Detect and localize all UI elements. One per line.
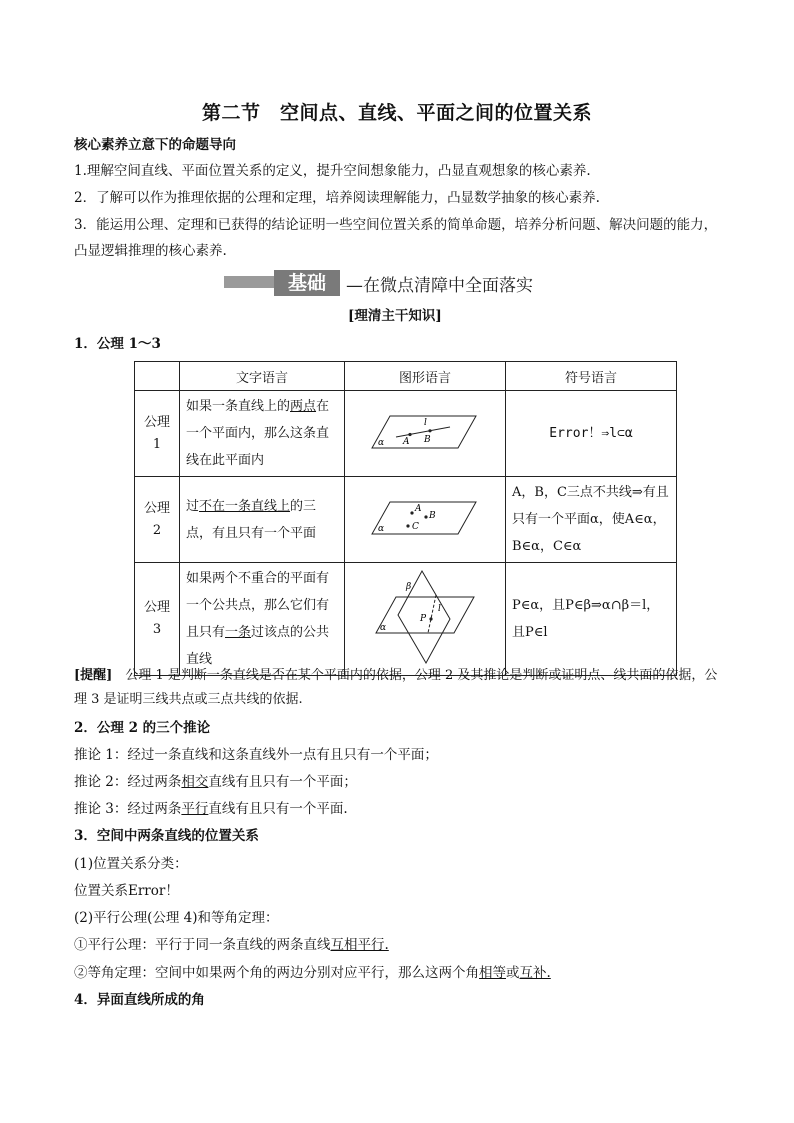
corollary-2	[74, 773, 357, 791]
axiom-number: 2	[152, 522, 162, 538]
figure-label: A	[403, 436, 410, 447]
intro-item-1: 1.理解空间直线、平面位置关系的定义，提升空间想象能力，凸显直观想象的核心素养.	[74, 163, 591, 179]
table-header-cell	[135, 362, 180, 391]
intro-item-3-cont: 凸显逻辑推理的核心素养.	[74, 243, 227, 259]
axiom-figure-cell	[345, 391, 506, 477]
axioms-table	[134, 361, 677, 676]
point-a	[410, 511, 413, 514]
corollary-text: 直线有且只有一个平面.	[208, 801, 348, 817]
equal-angle-text: 或	[506, 965, 520, 981]
figure-label: l	[424, 417, 427, 428]
axiom-text: 过该点的公共直线	[186, 625, 330, 667]
axiom-text-key: 两点	[290, 399, 317, 414]
plane-shape	[372, 502, 476, 534]
table-row	[135, 563, 677, 676]
figure-label: β	[406, 582, 412, 592]
banner-subtitle: —在微点清障中全面落实	[346, 276, 533, 296]
axiom-name: 公理	[143, 600, 170, 615]
section-3-p3: (2)平行公理(公理 4)和等角定理：	[74, 910, 279, 926]
figure-label: B	[424, 434, 431, 445]
axiom3-intersecting-planes-figure	[370, 567, 480, 667]
figure-label: A	[415, 503, 422, 514]
table-header-cell: 文字语言	[180, 362, 345, 391]
axiom-name-cell	[135, 563, 180, 676]
table-header-row	[135, 362, 677, 391]
table-header-cell: 图形语言	[345, 362, 506, 391]
banner-tag: 基础	[274, 270, 340, 296]
axiom-text: 在一个平面内，那么这条直线在此平面内	[186, 399, 330, 468]
axiom-text: 如果一条直线上的	[186, 399, 291, 414]
section-2-heading: 2．公理 2 的三个推论	[74, 720, 211, 736]
axiom-name: 公理	[143, 500, 170, 516]
intro-heading: 核心素养立意下的命题导向	[74, 137, 236, 153]
intro-item-3: 3．能运用公理、定理和已获得的结论证明一些空间位置关系的简单命题，培养分析问题、解决问题的能力，	[74, 217, 718, 233]
table-row	[135, 391, 677, 477]
intro-item-2: 2．了解可以作为推理依据的公理和定理，培养阅读理解能力，凸显数学抽象的核心素养.	[74, 190, 600, 206]
page-title: 第二节 空间点、直线、平面之间的位置关系	[201, 102, 592, 124]
axiom1-plane-line-figure	[370, 410, 480, 454]
axiom-text-cell	[180, 477, 345, 563]
section-3-p1: (1)位置关系分类：	[74, 856, 188, 872]
axiom-text: 如果两个不重合的平面有一个公共点，那么它们有且只有	[186, 571, 330, 640]
corollary-1: 推论 1：经过一条直线和这条直线外一点有且只有一个平面；	[74, 747, 438, 763]
axiom-number: 1	[152, 436, 162, 452]
reminder-label: [提醒]	[74, 668, 113, 683]
point-p	[429, 617, 432, 620]
axiom-text-cell	[180, 391, 345, 477]
equal-angle-key: 互补.	[519, 965, 551, 981]
section-3-p2: 位置关系Error！	[74, 883, 179, 899]
corollary-text: 推论 3：经过两条	[74, 801, 182, 817]
section-1-heading: 1．公理 1～3	[74, 336, 161, 352]
figure-label: B	[429, 510, 436, 521]
axiom-symbol-cell: Error！⇒l⊂α	[506, 391, 677, 477]
axiom-text: 的三点，有且只有一个平面	[186, 498, 317, 541]
table-header-cell: 符号语言	[506, 362, 677, 391]
reminder-note	[74, 664, 724, 712]
figure-label: P	[420, 614, 427, 624]
section-3-heading: 3．空间中两条直线的位置关系	[74, 828, 259, 844]
equal-angle-text: ②等角定理：空间中如果两个角的两边分别对应平行，那么这两个角	[74, 965, 479, 981]
figure-label: α	[378, 523, 385, 534]
point-b	[424, 515, 427, 518]
parallel-axiom-text: ①平行公理：平行于同一条直线的两条直线	[74, 937, 331, 953]
axiom-figure-cell	[345, 563, 506, 676]
axiom-figure-cell	[345, 477, 506, 563]
figure-label: C	[412, 521, 419, 532]
reminder-text: 公理 1 是判断一条直线是否在某个平面内的依据，公理 2 及其推论是判断或证明点、线共面的依据，公理 3 是证明三线共点或三点共线的依据.	[74, 668, 718, 707]
corollary-text: 直线有且只有一个平面；	[208, 774, 357, 790]
axiom-symbol-cell: A，B，C三点不共线⇒有且只有一个平面α，使A∈α，B∈α，C∈α	[506, 477, 677, 563]
axiom-name-cell	[135, 391, 180, 477]
corollary-3	[74, 800, 348, 818]
parallel-axiom	[74, 936, 389, 954]
axiom-name: 公理	[143, 414, 170, 430]
axiom-text: 过	[186, 498, 200, 514]
axiom-name-cell	[135, 477, 180, 563]
axiom-text-key: 一条	[225, 625, 252, 640]
equal-angle-theorem	[74, 964, 551, 982]
figure-label: α	[378, 437, 385, 448]
corollary-key: 平行	[181, 801, 209, 817]
point-c	[406, 524, 409, 527]
point-a	[408, 432, 411, 435]
table-row	[135, 477, 677, 563]
point-b	[428, 429, 431, 432]
axiom-text-cell	[180, 563, 345, 676]
axiom-number: 3	[152, 622, 162, 637]
axiom-text-key: 不在一条直线上	[199, 498, 291, 514]
line-l	[428, 595, 436, 633]
corollary-text: 推论 2：经过两条	[74, 774, 182, 790]
subheading: [理清主干知识]	[348, 308, 442, 324]
section-4-heading: 4．异面直线所成的角	[74, 992, 205, 1008]
line-l	[396, 427, 450, 437]
axiom2-plane-points-figure	[370, 496, 480, 540]
axiom-symbol-cell: P∈α，且P∈β⇒α∩β＝l，且P∈l	[506, 563, 677, 676]
figure-label: α	[380, 623, 387, 633]
parallel-axiom-key: 互相平行.	[330, 937, 389, 953]
corollary-key: 相交	[181, 774, 209, 790]
equal-angle-key: 相等	[479, 965, 506, 981]
figure-label: l	[438, 604, 441, 614]
